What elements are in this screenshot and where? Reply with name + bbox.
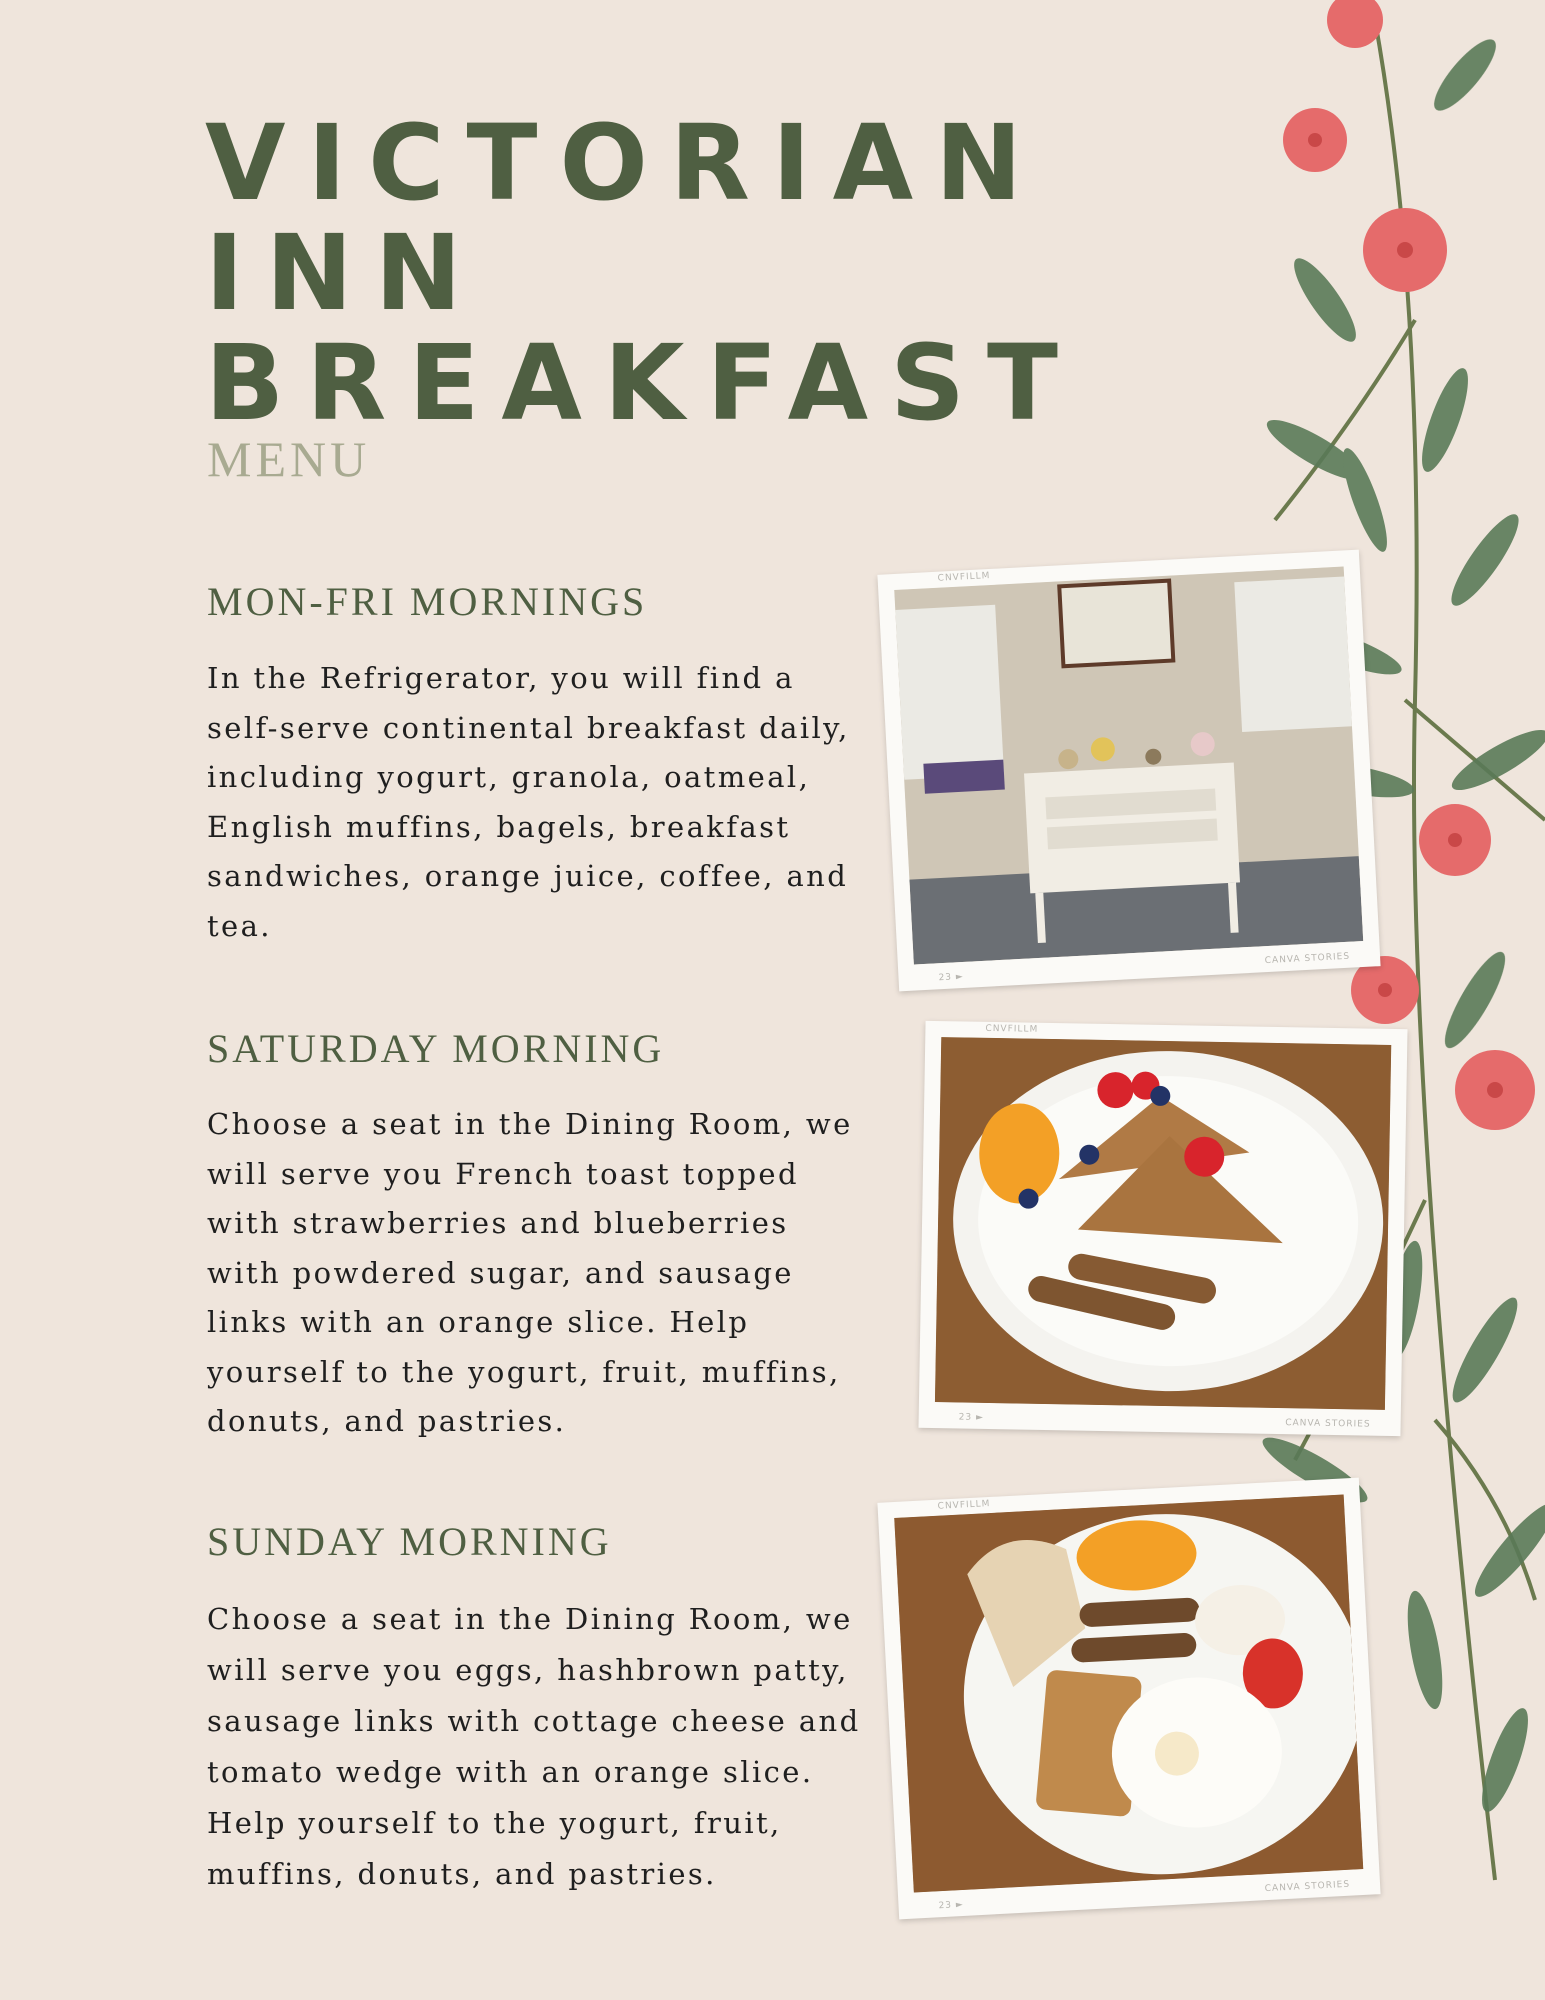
body-saturday — [207, 1100, 853, 1447]
body-line: muffins, donuts, and pastries. — [207, 1857, 717, 1891]
body-line: In the Refrigerator, you will find a — [207, 661, 795, 695]
body-line: will serve you French toast topped — [207, 1156, 799, 1191]
french-toast-image — [935, 1037, 1391, 1410]
body-line: Help yourself to the yogurt, fruit, — [207, 1806, 782, 1840]
heading-mon-fri: MON-FRI MORNINGS — [207, 579, 648, 624]
photo-tag: CNVFILLM — [937, 570, 991, 584]
body-line: self-serve continental breakfast daily, — [207, 710, 850, 745]
eggs-breakfast-image — [894, 1494, 1363, 1895]
body-mon-fri — [207, 654, 850, 951]
photo-number: 23 ► — [958, 1412, 984, 1423]
menu-label: MENU — [207, 431, 371, 487]
photo-breakfast-room — [877, 550, 1380, 992]
photo-tag: CANVA STORIES — [1264, 951, 1351, 967]
body-line: sausage links with cottage cheese and — [207, 1704, 861, 1738]
photo-tag: CANVA STORIES — [1285, 1418, 1371, 1430]
body-line: will serve you eggs, hashbrown patty, — [207, 1653, 849, 1687]
body-line: with powdered sugar, and sausage — [207, 1255, 794, 1290]
body-line: with strawberries and blueberries — [207, 1206, 789, 1240]
body-line: tomato wedge with an orange slice. — [207, 1755, 814, 1789]
body-line: donuts, and pastries. — [207, 1404, 567, 1438]
photo-tag: CNVFILLM — [937, 1498, 991, 1512]
title-line-2: BREAKFAST — [205, 322, 1080, 444]
body-line: English muffins, bagels, breakfast — [207, 809, 791, 844]
heading-sunday: SUNDAY MORNING — [207, 1519, 612, 1564]
breakfast-room-image — [894, 566, 1363, 967]
title-line-1: VICTORIAN INN — [205, 102, 1045, 334]
photo-tag: CANVA STORIES — [1264, 1879, 1351, 1895]
photo-number: 23 ► — [938, 971, 965, 984]
body-sunday — [207, 1594, 861, 1900]
body-line: links with an orange slice. Help — [207, 1305, 750, 1339]
heading-saturday: SATURDAY MORNING — [207, 1026, 665, 1071]
page-title — [205, 102, 1305, 444]
photo-french-toast — [918, 1021, 1407, 1436]
body-line: Choose a seat in the Dining Room, we — [207, 1602, 853, 1636]
body-line: sandwiches, orange juice, coffee, and — [207, 859, 849, 893]
body-line: tea. — [207, 908, 272, 943]
body-line: Choose a seat in the Dining Room, we — [207, 1107, 853, 1141]
photo-eggs-breakfast — [877, 1478, 1380, 1920]
photo-number: 23 ► — [938, 1899, 965, 1912]
body-line: including yogurt, granola, oatmeal, — [207, 760, 811, 794]
body-line: yourself to the yogurt, fruit, muffins, — [207, 1354, 841, 1389]
photo-tag: CNVFILLM — [985, 1023, 1039, 1035]
